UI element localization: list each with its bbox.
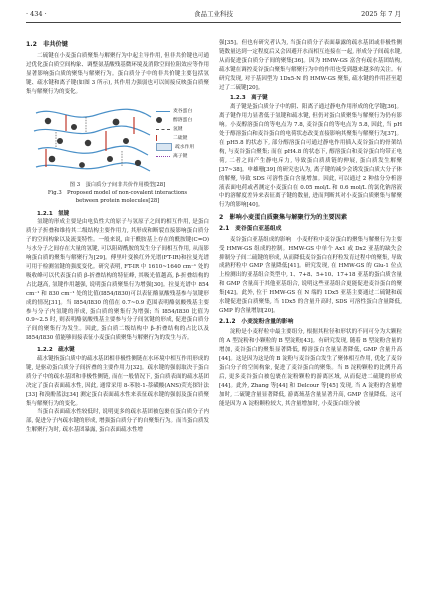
- right-column: [219, 39, 402, 409]
- issue-date: 2025 年 7 月: [361, 10, 401, 18]
- figure-3: [26, 101, 209, 179]
- paragraph: 淀粉是小麦籽粒中最主要组分, 根据其粒径和形状的不同可分为大颗粒的 A 型淀粉和小颗粒的 B 型淀粉[43]。有研究发现, 随着 B 型淀粉含量的增加, 麦谷蛋白的聚集显著降低, 醇溶蛋白含量显著降低, GMP 含量升高[44]。这是因为这是的 B 淀粉与麦谷蛋白发生了聚体相互作用, 优化了麦谷蛋白分子的空间构象, 促进了麦谷蛋白的聚集。当 B 淀粉颗粒的比例升高后, 更多麦谷蛋白被包裹在淀粉颗粒的游离区域, 从而促进二硫键的形成[44]。此外, Zhang 等[44] 和 Delcour 等[45] 发现, 当 A 淀粉的含量增加时, 二硫键含量显著降低, 游离巯基含量显著升高, GMP 含量降低。这可能是因为 A 淀粉颗粒较大, 其含量增加时, 小麦蛋白组分被: [219, 329, 402, 407]
- paragraph: 疏水键指蛋白质中的疏水基团相非极性侧链在水环境中相互作用形成的键, 是驱动蛋白质分子间折叠的主要作用力[32]。疏水键的强弱取决于蛋白质分子中的疏水基团和非极性侧链, 而在一般情况下, 蛋白质表面的疏水基团决定了蛋白表面疏水性, 因此, 通常采用 8-苯胺-1-萘磺酸(ANS)荧光探针法[33] 和溴酚蓝法[34] 测定蛋白表面疏水性来表征疏水键的强弱及蛋白质聚集与解聚行为的变化。: [26, 356, 209, 407]
- figure-caption: 图 3 蛋白质分子间非共价作用模型[28] Fig.3 Proposed model of non-covalent interactions between protein molecules[28]: [47, 181, 188, 204]
- figure-legend: [156, 107, 194, 161]
- legend-item: 醇溶蛋白: [156, 116, 194, 125]
- section-heading-1-2: 1.2 非共价键: [26, 41, 68, 48]
- subsection-heading: 1.2.3 离子键: [230, 95, 268, 102]
- subsection-heading: 1.2.2 疏水键: [37, 347, 75, 354]
- legend-item: 氢键: [156, 125, 194, 134]
- page-number: · 434 ·: [26, 10, 47, 18]
- paragraph: 离子键是蛋白质分子中的阴、阳离子通过静电作用形成的化学键[36]。离子键作用力显著低于氢键和疏水键, 但仍对蛋白质聚集与解聚行为仍有影响。小麦醇溶蛋白的等电点为 7.8, 麦谷蛋白的等电点为 5.8, 因此, 当 pH 处于醇溶蛋白和麦谷蛋白的电荷状态改变直接影响其聚集与解聚行为[37]。在 pH5.8 的状态下, 部分醇溶蛋白可通过静电作用插入麦谷蛋白的骨架结构, 与麦谷蛋白聚集; 而在 pH4.8 的状态下, 醇溶蛋白和麦谷蛋白均带正电荷, 二者之间产生静电斥力, 导致蛋白质质链的伸展, 蛋白质发生解聚[37~38]。申雄珊[39] 的研究也认为, 离子键的减少会诱发蛋白质大分子体的解聚, 导致 SDS 可溶性蛋白含量增加。因此, 可以通过 2 种盐分分析溶液表面电荷或者测定小麦蛋白在 0.05 mol/L 和 0.6 mol/L 的氯化钠溶液中的溶解度差异来表征离子键的数量, 进而判断其对小麦蛋白质聚集与解聚行为的影响[40]。: [219, 104, 402, 209]
- paragraph: 麦谷蛋白亚基组成的影响 小麦籽粒中麦谷蛋白的聚集与解聚行为主要受 HMW-GS 组成的控制。HMW-GS 中单个 Ax1 或 Dx2 亚基的缺失会抑制分子间二硫键的形成, 从而降低麦谷蛋白在籽粒发育过程中的聚集, 导致成熟籽粒中 GMP 含量降低[41]。研究发现, 在 HMW-GS 的 Glu-1 位点上检测出的亚基组合类型中, 1、7+8、5+10、17+18 亚基的蛋白质含量和 GMP 含量高于其他亚基组合, 说明这些亚基组合更能促进麦谷蛋白的聚集[42]。此外, 位于 HMW-GS 在 N 端的 1Dx5 亚基主要通过二硫键和疏水键促进蛋白质聚集, 当 1Dx5 的含量升高时, SDS 可溶性蛋白含量降低, GMP 的含量增加[20]。: [219, 236, 402, 314]
- journal-name: 食品工业科技: [194, 10, 233, 18]
- paragraph: [26, 346, 209, 355]
- paragraph: 当蛋白表面疏水性较低时, 说明更多的疏水基团被包裹在蛋白质分子内部, 促进分子内疏水键的形成, 增强蛋白质分子的自聚集行为。而当蛋白质发生解聚行为时, 疏水基团暴露, 蛋白表面疏水性增: [26, 409, 209, 434]
- subsection-heading: 1.2.1 氢键: [37, 210, 70, 217]
- legend-item: 离子键: [156, 152, 194, 161]
- paragraph: 二硫键在小麦蛋白质聚集与解聚行为中起主导作用, 但非共价键也可通过优化蛋白质空间构象、调整氨基酸残基微环境及消除空间位阻效应等作用显著影响蛋白质的聚集与解聚行为。蛋白质分子中的非共价键主要包括氢键、疏水键和离子键(如图 3 所示), 其作用力强弱也可以间接反映蛋白质聚集与解聚行为的变化。: [26, 53, 209, 95]
- paragraph: [26, 210, 209, 219]
- legend-item: 疏水作用: [156, 143, 194, 152]
- paragraph: 氢键的形成主要是由电负性大的原子与氢原子之间的相互作用, 是蛋白质分子折叠和维持其二级结构主要作用力, 其形成和断裂直接影响蛋白质分子的空间构象以及流变特性。一般来说, 由于酰胺基上存在的酰胺键(C=O)与水分子之间存在大量的氢键, 可以阻碍酰胺的发生分子间相互作用, 从而影响蛋白质的聚集与解聚行为[29]。傅里叶变换红外光谱(FT-IR)和拉曼光谱可用于检测氢键的强度变化。研究表明, FT-IR 中 1610~1640 cm⁻¹ 处的吸收峰可以代表蛋白质 β-折叠结构的特征峰, 其吸光值越高, β-折叠结构的占比越高, 氢键作用越强, 说明蛋白质聚集行为增强[30]。拉曼光谱中 854 cm⁻¹ 和 830 cm⁻¹ 处的比值(I854/I830)可以表征酪氨酸残基参与氢键形成的情况[31]。当 I854/I830 的值在 0.7~0.9 范围表明酪氨酸残基主要参与分子内氢键的形成, 蛋白质的聚集行为增强; 当 I854/I830 比值为 0.9~2.5 时, 则表明酪氨酸残基主要参与分子间氢键的形成, 促进蛋白质分子间的聚集行为发生。因此, 蛋白质二级结构中 β-折叠结构的占比以及 I854/I830 值能够间接表征小麦蛋白质聚集与解聚行为的发生与否。: [26, 219, 209, 342]
- legend-item: 二硫键: [156, 134, 194, 143]
- paragraph: 强[35]。但也有研究者认为, 当蛋白质分子表面暴露的疏水基团或非极性侧链数量达到一定程度后又会因避开水而相互连接在一起, 形成分子间疏水键, 从而促进蛋白质分子间的聚集[36]。因为 HMW-GS 富含有疏水基团结构, 疏水键在调控麦谷蛋白聚集与解聚行为中的作用也受到越来越多的关注。有研究发现, 对于基因型为 1Dx5-N 的 HMW-GS 聚集, 疏水键的作用甚至超过了二硫键[20]。: [219, 40, 402, 91]
- subsection-heading: 2.1 麦谷蛋白亚基组成: [219, 226, 282, 233]
- legend-item: 麦谷蛋白: [156, 107, 194, 116]
- left-column: [26, 40, 209, 435]
- paragraph: [219, 94, 402, 103]
- section-heading-2: 2 影响小麦蛋白质聚集与解聚行为的主要因素: [219, 214, 348, 222]
- page-header: [26, 8, 401, 23]
- subsection-heading: 2.1.2 小麦淀粉含量的影响: [219, 318, 294, 325]
